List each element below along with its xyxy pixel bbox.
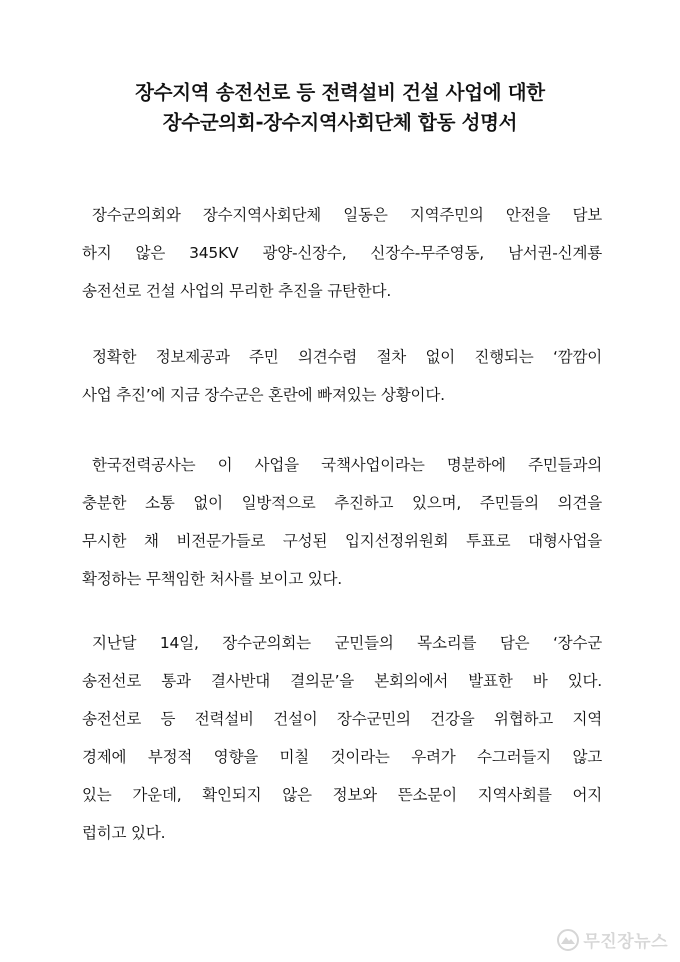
paragraph-2 — [82, 338, 602, 414]
paragraph-line: 장수군의회와 장수지역사회단체 일동은 지역주민의 안전을 담보 — [92, 206, 602, 224]
paragraph-3 — [82, 446, 602, 598]
watermark — [557, 927, 668, 952]
title-line-2: 장수군의회-장수지역사회단체 합동 성명서 — [162, 111, 518, 134]
paragraph-4 — [82, 624, 602, 852]
paragraph-line: 확정하는 무책임한 처사를 보이고 있다. — [82, 570, 343, 588]
paragraph-line: 지난달 14일, 장수군의회는 군민들의 목소리를 담은 ‘장수군 — [92, 634, 602, 652]
paragraph-line: 송전선로 건설 사업의 무리한 추진을 규탄한다. — [82, 282, 392, 300]
paragraph-line: 정확한 정보제공과 주민 의견수렴 절차 없이 진행되는 ‘깜깜이 — [92, 348, 602, 366]
paragraph-line: 무시한 채 비전문가들로 구성된 입지선정위원회 투표로 대형사업을 — [82, 532, 602, 550]
paragraph-line: 있는 가운데, 확인되지 않은 정보와 뜬소문이 지역사회를 어지 — [82, 786, 602, 804]
paragraph-line: 경제에 부정적 영향을 미칠 것이라는 우려가 수그러들지 않고 — [82, 748, 602, 766]
title-line-1: 장수지역 송전선로 등 전력설비 건설 사업에 대한 — [135, 81, 545, 104]
watermark-text: 무진장뉴스 — [583, 932, 668, 952]
paragraph-line: 송전선로 통과 결사반대 결의문’을 본회의에서 발표한 바 있다. — [82, 672, 602, 690]
paragraph-line: 한국전력공사는 이 사업을 국책사업이라는 명분하에 주민들과의 — [92, 456, 602, 474]
paragraph-line: 럽히고 있다. — [82, 824, 166, 842]
paragraph-line: 사업 추진’에 지금 장수군은 혼란에 빠져있는 상황이다. — [82, 386, 445, 404]
mountain-logo-icon — [557, 929, 579, 951]
paragraph-line: 충분한 소통 없이 일방적으로 추진하고 있으며, 주민들의 의견을 — [82, 494, 602, 512]
paragraph-line: 하지 않은 345KV 광양-신장수, 신장수-무주영동, 남서권-신계룡 — [82, 244, 602, 262]
paragraph-1 — [82, 196, 602, 310]
document-title — [0, 78, 680, 138]
paragraph-line: 송전선로 등 전력설비 건설이 장수군민의 건강을 위협하고 지역 — [82, 710, 602, 728]
